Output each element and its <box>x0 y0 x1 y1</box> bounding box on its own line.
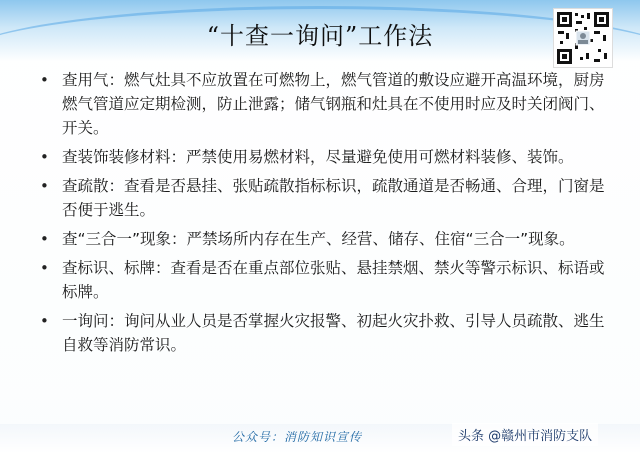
bullet-dot: • <box>40 148 49 166</box>
list-item <box>40 145 608 169</box>
watermark: 头条 @赣州市消防支队 <box>452 423 598 446</box>
bullet-dot: • <box>40 230 49 248</box>
bullet-dot: • <box>40 71 49 89</box>
list-item-text: 查疏散：查看是否悬挂、张贴疏散指标标识，疏散通道是否畅通、合理，门窗是否便于逃生。 <box>62 177 605 219</box>
list-item-text: 一询问：询问从业人员是否掌握火灾报警、初起火灾扑救、引导人员疏散、逃生自救等消防常识。 <box>62 312 605 354</box>
bullet-dot: • <box>40 259 49 277</box>
list-item <box>40 227 608 251</box>
list-item <box>40 174 608 222</box>
list-item <box>40 256 608 304</box>
slide-title: “十查一询问”工作法 <box>206 22 434 50</box>
list-item <box>40 68 608 140</box>
bullet-dot: • <box>40 177 49 195</box>
bullet-list <box>40 68 608 362</box>
list-item-text: 查“三合一”现象：严禁场所内存在生产、经营、储存、住宿“三合一”现象。 <box>62 230 575 248</box>
list-item-text: 查标识、标牌：查看是否在重点部位张贴、悬挂禁烟、禁火等警示标识、标语或标牌。 <box>62 259 605 301</box>
footer-brand: 公众号：消防知识宣传 <box>232 430 363 444</box>
list-item-text: 查装饰装修材料：严禁使用易燃材料，尽量避免使用可燃材料装修、装饰。 <box>62 148 574 166</box>
list-item-text: 查用气：燃气灶具不应放置在可燃物上，燃气管道的敷设应避开高温环境，厨房燃气管道应定期检测，防止泄露；储气钢瓶和灶具在不使用时应及时关闭阀门、开关。 <box>62 71 605 137</box>
bullet-dot: • <box>40 312 49 330</box>
list-item <box>40 309 608 357</box>
qr-code-icon <box>553 8 613 68</box>
